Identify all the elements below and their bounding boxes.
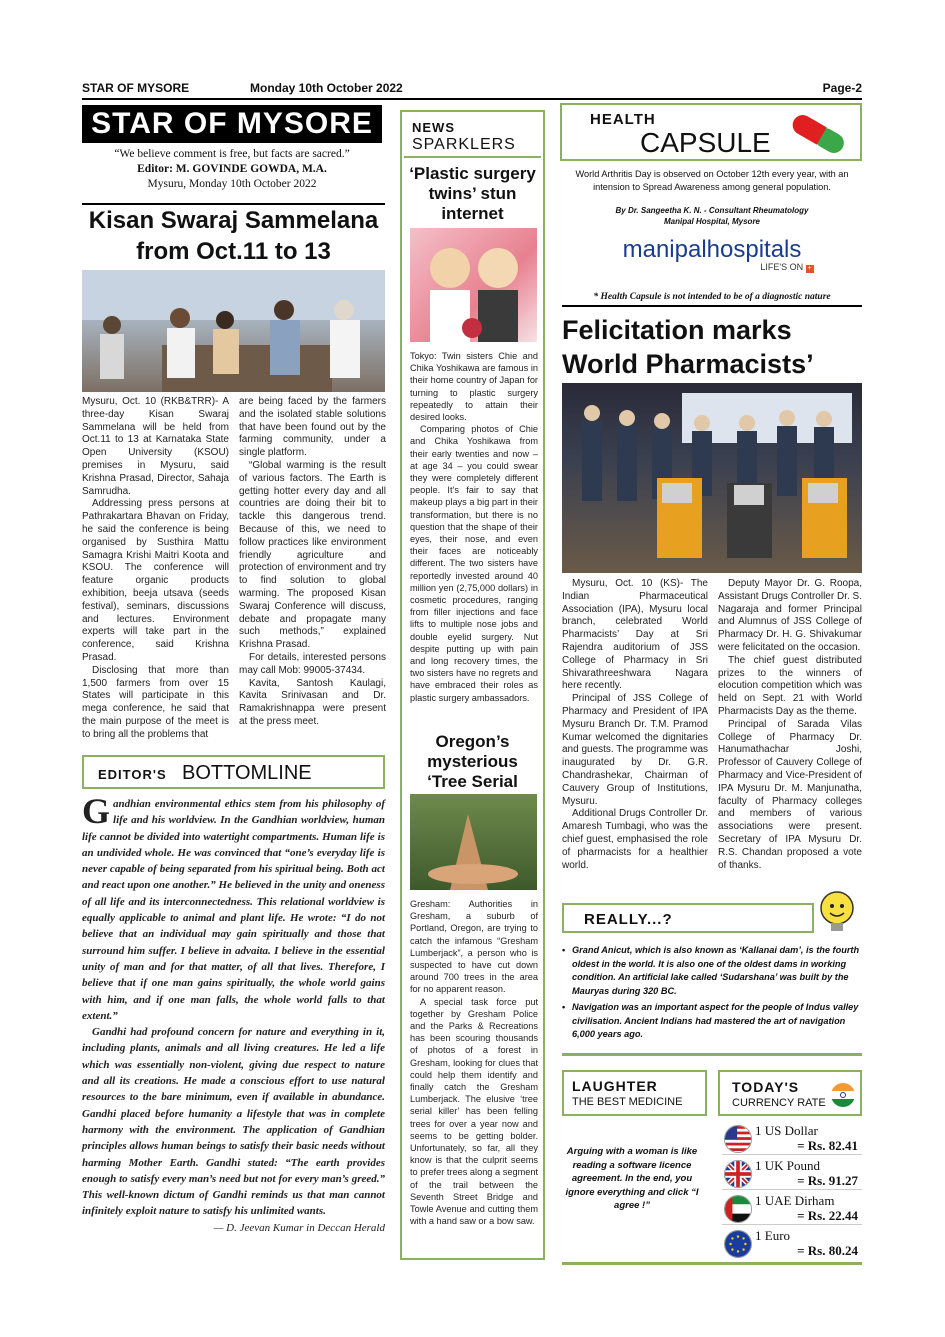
felicitation-right-para: Deputy Mayor Dr. G. Roopa, Assistant Drugs Controller Dr. S. Nagaraja and former Principal and Alumnus of JSS College of Pharmacy Dr. H. G. Shivakumar were felicitated on the occasion. <box>718 578 862 653</box>
eu-flag-icon <box>724 1230 752 1258</box>
plus-icon: + <box>807 265 812 272</box>
bottomline-label: BOTTOMLINE <box>182 762 312 784</box>
editorial-dropcap: G <box>82 791 111 831</box>
twins-text <box>410 350 538 704</box>
laughter-header <box>562 1070 707 1116</box>
news-sparklers-column <box>400 110 545 1260</box>
really-item: • Navigation was an important aspect for the people of Indus valley civilisation. Ancient Indians had mastered the art of navigation 6,000 years ago. <box>572 1001 862 1042</box>
health-label: HEALTH <box>590 111 656 128</box>
felicitation-left-para: Principal of JSS College of Pharmacy and President of IPA Mysuru Branch Dr. T.M. Pramod Kumar welcomed the dignitaries and guests. The programme was inaugurated by Dr. G.R. Chandrashekar, Chairman of Cauvery Group of Institutions, Mysuru. <box>562 693 709 807</box>
felicitation-text-right <box>718 578 862 872</box>
header-paper-name: STAR OF MYSORE <box>82 81 190 95</box>
felicitation-headline: Felicitation marks World Pharmacists’ <box>562 315 813 379</box>
uae-flag-icon <box>724 1195 752 1223</box>
editorial-para-2: Gandhi had profound concern for nature and everything in it, including plants, animals and all living creatures. He led a life which was essentially non-violent, giving due respect to nature and all its creations. He made a conscious effort to use natural resources to the bare minimum, even if available in abundance. Gandhi placed before humanity a lifestyle that was in complete harmony with the environment. The application of Gandhian principles allows human beings to satisfy their basic needs without harming Mother Earth. Gandhi stated: “The earth provides enough to satisfy every man’s need but not for every man’s greed.” This well-known dictum of Gandhi reminds us that man cannot infinitely exploit nature to satisfy his unlimited wants. <box>82 1026 385 1218</box>
felicitation-text-left <box>562 578 708 872</box>
health-capsule-header <box>560 103 862 161</box>
currency-name: 1 US Dollar <box>755 1123 818 1138</box>
health-disclaimer: * Health Capsule is not intended to be of a diagnostic nature <box>562 292 862 307</box>
kisan-right-para: Kavita, Santosh Kaulagi, Kavita Srinivasan and Dr. Ramakrishnappa were present at the press meet. <box>239 677 386 727</box>
felicitation-left-para: Mysuru, Oct. 10 (KS)- The Indian Pharmaceutical Association (IPA), Mysuru local branch, celebrated World Pharmacists’ Day at Sri Rajendra auditorium of JSS College of Pharmacy in Sri Shivarathreeshwara Nagara here recently. <box>562 578 708 692</box>
oregon-para: Gresham: Authorities in Gresham, a suburb of Portland, Oregon, are trying to catch the infamous “Gresham Lumberjack”, a person who is suspected to have cut down around 700 trees in the area for no apparent reason. <box>410 899 538 995</box>
tree-photo <box>410 794 537 890</box>
header-page-number: Page-2 <box>822 81 862 95</box>
uk-flag-icon <box>724 1160 752 1188</box>
laughter-label: LAUGHTER <box>572 1078 658 1094</box>
twins-photo <box>410 228 537 342</box>
masthead-tagline <box>82 147 382 192</box>
currency-name: 1 Euro <box>755 1228 791 1243</box>
oregon-text <box>410 898 538 1227</box>
twins-para: Comparing photos of Chie and Chika Yoshikawa from their early twenties and now – at age 34 – you could swear they were completely different people. It’s fair to say that makeup plays a big part in their transformation, but there is no question that the shape of their eyes, their nose, and even their faces are noticeably different. The two sisters have reportedly invested around 40 million yen (2,75,000 dollars) in cosmetic procedures, ranging from filler injections and face lifts to multiple nose jobs and double eyelid surgery. Nut despite putting up with pain and long recovery times, the two sisters have no regrets and have embraced their roles as plastic surgery ambassadors. <box>410 424 538 703</box>
us-flag-icon <box>724 1125 752 1153</box>
todays-label: TODAY'S <box>732 1079 800 1095</box>
kisan-photo-drawing <box>82 270 385 392</box>
currency-name: 1 UAE Dirham <box>755 1193 835 1208</box>
kisan-text-right <box>239 396 386 729</box>
laughter-joke: Arguing with a woman is like reading a software licence agreement. In the end, you ignore everything and click “I agree !” <box>565 1146 699 1211</box>
health-text: World Arthritis Day is observed on October 12th every year, with an intension to Spread Awareness among general population. <box>575 169 849 192</box>
tree-photo-drawing <box>410 794 537 890</box>
currency-value: = Rs. 80.24 <box>797 1243 858 1258</box>
editorial-byline: — D. Jeevan Kumar in Deccan Herald <box>213 1221 385 1234</box>
divider <box>562 1053 862 1056</box>
masthead-title: STAR OF MYSORE <box>82 105 382 143</box>
kisan-left-para: Disclosing that more than 1,500 farmers from over 15 States will participate in this mega conference, he said that the main purpose of the meet is to bring all the problems that <box>82 664 229 740</box>
currency-name: 1 UK Pound <box>755 1158 821 1173</box>
really-list <box>562 944 862 1042</box>
sponsor-logo <box>562 236 862 273</box>
editorial-para-1: andhian environmental ethics stem from his philosophy of life and his worldview. In the Gandhian worldview, human life cannot be divided into watertight compartments. Human life is an undivided whole. He was convinced that “one’s everyday life is never capable of being separated from his spiritual being. Both act and react upon one another.” He believed in the unity and oneness of all life and its interconnectedness. This relational worldview is equally applicable to animal and plant life. He wrote: “I do not believe that an individual may gain spiritually and those that surround him suffer. I believe in advaita. I believe in the essential unity of man and for that matter, of all that lives. Therefore, I believe that if one man gains spiritually, the whole world gains with him, and if one man falls, the whole world falls to that extent.” <box>82 798 385 1022</box>
kisan-right-para: “Global warming is the result of various factors. The Earth is getting hotter every day and all countries are doing their bit to tackle this dangerous trend. Because of this, we need to follow practices like environment friendly agriculture and protection of environment and try to find solution to global warming. The proposed Kisan Swaraj Conference will discuss, debate and propagate many such methods,” explained Krishna Prasad. <box>239 459 386 651</box>
currency-rate-label: CURRENCY RATE <box>732 1097 826 1109</box>
header-date: Monday 10th October 2022 <box>250 81 403 95</box>
oregon-para: A special task force put together by Gresham Police and the Parks & Recreations has been scouring thousands of photos of a forest in Gresham, looking for clues that could help them identify and finally catch the Gresham Lumberjack. The elusive ‘tree serial killer’ has been felling trees for over a year now and seems to be getting bolder. Unfortunately, so far, all they know is that the culprit seems to prefer trees along a segment of the trail between the Seventh Street Bridge and Towle Avenue and cutting them with a hand saw or a bow saw. <box>410 996 538 1227</box>
dateline: Mysuru, Monday 10th October 2022 <box>147 178 317 190</box>
twins-photo-drawing <box>410 228 537 342</box>
currency-row-usd <box>722 1121 862 1155</box>
kisan-text-left <box>82 396 229 742</box>
oregon-headline: Oregon’s mysterious ‘Tree Serial <box>427 732 518 791</box>
best-medicine-label: THE BEST MEDICINE <box>572 1096 683 1108</box>
felicitation-right-para: Principal of Sarada Vilas College of Pharmacy Dr. Hanumathachar Joshi, Professor of Cauvery College of Pharmacy and Vice-President of IPA Mysuru Dr. M. Manjunatha, faculty of Pharmacy colleges and members of various associations were present. Secretary of IPA Mysuru Dr. R.S. Chandan proposed a vote of thanks. <box>718 718 862 871</box>
editors-bottomline-header <box>82 755 385 789</box>
currency-row-aed <box>722 1191 862 1225</box>
currency-header <box>718 1070 862 1116</box>
really-item: • Grand Anicut, which is also known as ‘Kallanai dam’, is the fourth oldest in the world. It is also one of the oldest dams in working condition. An artificial lake called ‘Sudarshana’ was built by the Mauryas during 320 BC. <box>572 944 862 998</box>
currency-value: = Rs. 91.27 <box>797 1173 858 1188</box>
page-header <box>82 80 862 100</box>
kisan-headline: Kisan Swaraj Sammelana from Oct.11 to 13 <box>82 203 385 267</box>
kisan-photo <box>82 270 385 392</box>
sponsor-tagline: LIFE'S ON <box>760 262 804 272</box>
felicitation-right-para: The chief guest distributed prizes to the winners of elocution competition which was held on Sept. 21 with World Pharmacists Day as the theme. <box>718 654 862 717</box>
currency-value: = Rs. 82.41 <box>797 1138 858 1153</box>
editors-label: EDITOR'S <box>98 767 167 782</box>
capsule-icon <box>780 111 860 159</box>
kisan-right-para: are being faced by the farmers and the isolated stable solutions that have been found out by the farming community, under a single platform. <box>239 396 386 459</box>
sponsor-name: manipalhospitals <box>622 236 802 263</box>
felicitation-photo <box>562 383 862 573</box>
twins-para: Tokyo: Twin sisters Chie and Chika Yoshikawa are famous in their home country of Japan for turning to plastic surgery repeatedly to attain their desired looks. <box>410 351 538 423</box>
currency-value: = Rs. 22.44 <box>797 1208 858 1223</box>
india-flag-icon <box>830 1082 856 1108</box>
editorial-text <box>82 791 385 1236</box>
news-label: NEWS <box>412 120 455 135</box>
twins-headline: ‘Plastic surgery twins’ stun internet <box>409 164 536 223</box>
news-sparklers-header <box>404 114 541 158</box>
felicitation-left-para: Additional Drugs Controller Dr. Amaresh Tumbagi, who was the chief guest, emphasised the role of pharmacists for a healthier world. <box>562 808 708 871</box>
kisan-right-para: For details, interested persons may call Mob: 99005-37434. <box>239 651 386 676</box>
currency-row-eur <box>722 1226 862 1260</box>
capsule-label: CAPSULE <box>640 127 771 158</box>
sparklers-label: SPARKLERS <box>412 136 516 153</box>
motto: “We believe comment is free, but facts are sacred.” <box>114 148 350 160</box>
really-label: REALLY...? <box>584 911 673 928</box>
author-line-1: By Dr. Sangeetha K. N. - Consultant Rheumatology <box>615 206 809 215</box>
felicitation-photo-drawing <box>562 383 862 573</box>
author-line-2: Manipal Hospital, Mysore <box>663 217 761 226</box>
lightbulb-icon <box>815 888 859 936</box>
currency-row-gbp <box>722 1156 862 1190</box>
kisan-left-para: Addressing press persons at Pathrakartara Bhavan on Friday, he said the conference is being organised by Susthira Mattu Samagra Krishi Maitri Koota and KSOU. The conference will feature organic products exhibition, beeja utsava (seeds festival), seminars, discussions and lectures. Environment experts will take part in the conference, said Krishna Prasad. <box>82 498 229 663</box>
editor-line: Editor: M. GOVINDE GOWDA, M.A. <box>137 163 327 175</box>
really-header <box>562 903 814 933</box>
kisan-left-para: Mysuru, Oct. 10 (RKB&TRR)- A three-day Kisan Swaraj Sammelana will be held from Oct.11 to 13 at Karnataka State Open University (KSOU) premises in Mysuru, said Krishna Prasad, Director, Sahaja Samrudha. <box>82 396 229 497</box>
health-author <box>562 205 862 227</box>
bottom-divider <box>562 1262 862 1265</box>
